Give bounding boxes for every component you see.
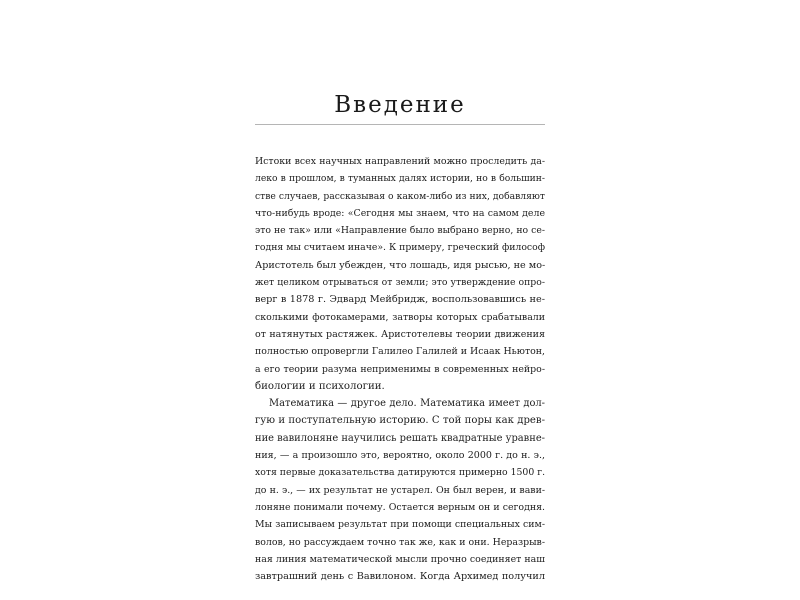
text-line: гую и поступательную историю. С той поры как древ- [255,415,545,427]
text-line: верг в 1878 г. Эдвард Мейбридж, воспользовавшись не- [255,294,545,306]
text-line: Мы записываем результат при помощи специальных сим- [255,519,545,531]
body-text [255,153,545,585]
text-line: хотя первые доказательства датируются примерно 1500 г. [255,467,546,479]
text-line: лоняне понимали почему. Остается верным он и сегодня. [255,501,545,513]
text-line: ние вавилоняне научились решать квадратные уравне- [255,432,545,444]
text-line: Аристотель был убежден, что лошадь, идя рысью, не мо- [255,259,546,271]
text-line: волов, но рассуждаем точно так же, как и они. Неразрыв- [255,536,545,548]
text-line: завтрашний день с Вавилоном. Когда Архимед получил [255,571,545,583]
paragraph-1 [255,153,545,395]
paragraph-2 [255,395,545,585]
text-line: до н. э., — их результат не устарел. Он был верен, и вави- [255,484,545,496]
chapter-title: Введение [334,92,466,118]
text-line: биологии и психологии. [255,380,385,392]
text-line: Математика — другое дело. Математика имеет дол- [269,398,545,410]
text-line: стве случаев, рассказывая о каком-либо из них, добавляют [255,190,545,202]
title-divider [255,124,545,125]
text-line: жет целиком отрываться от земли; это утверждение опро- [255,277,545,289]
text-line: полностью опровергли Галилео Галилей и Исаак Ньютон, [255,346,545,358]
text-line: леко в прошлом, в туманных далях истории, но в большин- [255,173,545,185]
text-line: от натянутых растяжек. Аристотелевы теории движения [255,328,545,340]
text-line: это не так» или «Направление было выбрано верно, но се- [255,225,545,237]
text-line: а его теории разума неприменимы в современных нейро- [255,363,545,375]
text-line: сколькими фотокамерами, затворы которых срабатывали [255,311,545,323]
text-line: ная линия математической мысли прочно соединяет наш [255,553,545,565]
text-line: что-нибудь вроде: «Сегодня мы знаем, что на самом деле [255,207,545,219]
text-line: годня мы считаем иначе». К примеру, греческий философ [255,242,545,254]
text-line: Истоки всех научных направлений можно проследить да- [255,156,545,167]
text-line: ния, — а произошло это, вероятно, около 2000 г. до н. э., [255,450,545,462]
